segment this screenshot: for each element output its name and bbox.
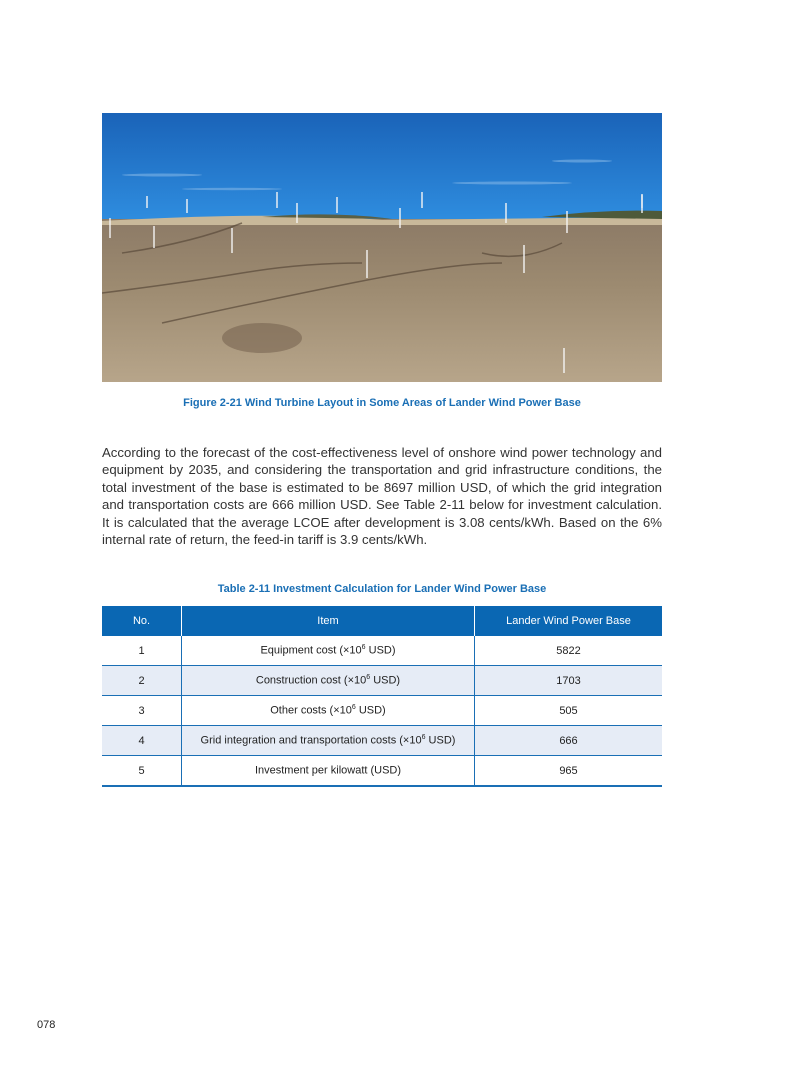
row-no: 2 [102, 666, 182, 696]
item-unit: USD) [370, 674, 401, 687]
page-number: 078 [37, 1019, 56, 1031]
table-caption: Table 2-11 Investment Calculation for Lander Wind Power Base [217, 583, 547, 595]
wind-farm-photo [102, 113, 662, 382]
row-item [182, 696, 475, 726]
figure-caption: Figure 2-21 Wind Turbine Layout in Some Areas of Lander Wind Power Base [183, 397, 581, 409]
row-no: 3 [102, 696, 182, 726]
table-row [102, 636, 662, 666]
row-value: 5822 [475, 636, 663, 666]
table-row [102, 756, 662, 787]
item-unit: USD) [425, 734, 456, 747]
row-item [182, 756, 475, 787]
row-value: 1703 [475, 666, 663, 696]
row-no: 1 [102, 636, 182, 666]
item-text: Investment per kilowatt (USD) [254, 764, 402, 777]
item-text: Equipment cost (×10 [260, 644, 362, 657]
row-item [182, 636, 475, 666]
table-row [102, 666, 662, 696]
item-text: Construction cost (×10 [255, 674, 367, 687]
body-paragraph: According to the forecast of the cost-effectiveness level of onshore wind power technology and equipment by 2035, and considering the transportation and grid infrastructure conditions, the total investment of the base is estimated to be 8697 million USD, of which the grid integration and transportation costs are 666 million USD. See Table 2-11 below for investment calculation. It is calculated that the average LCOE after development is 3.08 cents/kWh. Based on the 6% internal rate of return, the feed-in tariff is 3.9 cents/kWh. [102, 445, 662, 548]
header-value: Lander Wind Power Base [475, 606, 663, 636]
wind-farm-image [102, 113, 662, 382]
item-exponent: 6 [351, 704, 356, 712]
row-value: 505 [475, 696, 663, 726]
row-value: 965 [475, 756, 663, 787]
item-text: Grid integration and transportation costs (×10 [200, 734, 422, 747]
item-exponent: 6 [366, 674, 371, 682]
table-row [102, 696, 662, 726]
row-item [182, 726, 475, 756]
row-no: 4 [102, 726, 182, 756]
table-row [102, 726, 662, 756]
row-no: 5 [102, 756, 182, 787]
item-exponent: 6 [361, 644, 366, 652]
header-no: No. [102, 606, 182, 636]
row-item [182, 666, 475, 696]
investment-table [102, 606, 662, 787]
row-value: 666 [475, 726, 663, 756]
item-unit: USD) [365, 644, 396, 657]
table-header-row [102, 606, 662, 636]
item-unit: USD) [355, 704, 386, 717]
item-exponent: 6 [421, 734, 426, 742]
header-item: Item [182, 606, 475, 636]
item-text: Other costs (×10 [270, 704, 352, 717]
